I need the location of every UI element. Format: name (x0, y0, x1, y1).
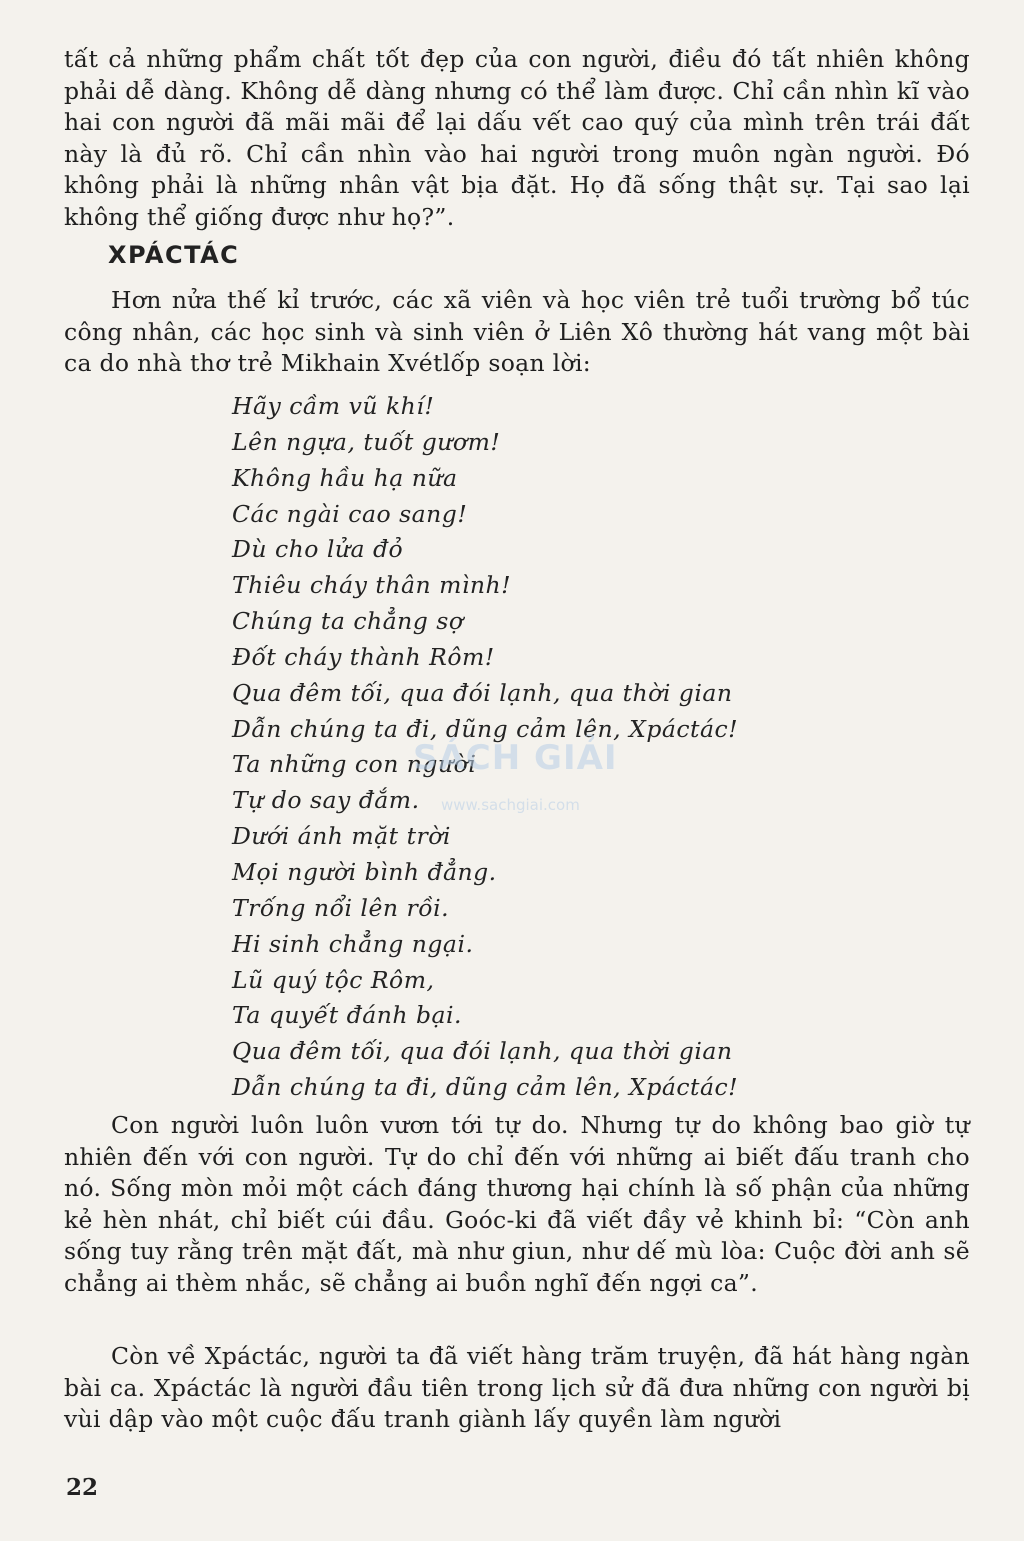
poem-line: Hi sinh chẳng ngại. (232, 929, 474, 958)
intro-paragraph: tất cả những phẩm chất tốt đẹp của con người, điều đó tất nhiên không phải dễ dàng. Không dễ dàng nhưng có thể làm được. Chỉ cần nhìn kĩ vào hai con người đã mãi mãi để lại dấu vết cao quý của mình trên trái đất này là đủ rõ. Chỉ cần nhìn vào hai người trong muôn ngàn người. Đó không phải là những nhân vật bịa đặt. Họ đã sống thật sự. Tại sao lại không thể giống được như họ?”. (64, 45, 970, 231)
poem-line: Thiêu cháy thân mình! (232, 571, 512, 600)
watermark-url: www.sachgiai.com (441, 796, 580, 814)
poem-line: Mọi người bình đẳng. (232, 857, 497, 886)
poem-line: Dưới ánh mặt trời (232, 822, 451, 851)
poem-line: Lũ quý tộc Rôm, (232, 965, 435, 994)
poem-line: Dẫn chúng ta đi, dũng cảm lên, Xpáctác! (232, 714, 739, 743)
poem-line: Đốt cháy thành Rôm! (232, 642, 495, 671)
poem-line: Trống nổi lên rồi. (232, 893, 450, 922)
poem (232, 389, 738, 1106)
watermark-logo: SÁCH GIẢI (413, 738, 618, 778)
section-heading: XPÁCTÁC (108, 241, 240, 269)
poem-line: Không hầu hạ nữa (232, 463, 458, 492)
paragraph-2: Con người luôn luôn vươn tới tự do. Nhưng tự do không bao giờ tự nhiên đến với con người. Tự do chỉ đến với những ai biết đấu tranh cho nó. Sống mòn mỏi một cách đáng thương hại chính là số phận của những kẻ hèn nhát, chỉ biết cúi đầu. Goóc-ki đã viết đầy vẻ khinh bỉ: “Còn anh sống tuy rằng trên mặt đất, mà như giun, như dế mù lòa: Cuộc đời anh sẽ chẳng ai thèm nhắc, sẽ chẳng ai buồn nghĩ đến ngợi ca”. (64, 1111, 970, 1297)
poem-line: Hãy cầm vũ khí! (232, 392, 435, 420)
paragraph-1: Hơn nửa thế kỉ trước, các xã viên và học viên trẻ tuổi trường bổ túc công nhân, các học sinh và sinh viên ở Liên Xô thường hát vang một bài ca do nhà thơ trẻ Mikhain Xvétlốp soạn lời: (64, 286, 970, 378)
poem-line: Ta quyết đánh bại. (232, 1001, 462, 1030)
poem-line: Tự do say đắm. (232, 786, 420, 815)
poem-line: Dẫn chúng ta đi, dũng cảm lên, Xpáctác! (232, 1073, 739, 1102)
poem-line: Ta những con người (232, 750, 477, 779)
poem-line: Qua đêm tối, qua đói lạnh, qua thời gian (232, 678, 733, 707)
poem-line: Dù cho lửa đỏ (232, 535, 404, 564)
page-number: 22 (66, 1474, 99, 1501)
poem-line: Qua đêm tối, qua đói lạnh, qua thời gian (232, 1037, 733, 1066)
poem-line: Lên ngựa, tuốt gươm! (232, 427, 501, 456)
paragraph-3: Còn về Xpáctác, người ta đã viết hàng trăm truyện, đã hát hàng ngàn bài ca. Xpáctác là người đầu tiên trong lịch sử đã đưa những con người bị vùi dập vào một cuộc đấu tranh giành lấy quyền làm người (64, 1342, 970, 1434)
poem-line: Chúng ta chẳng sợ (232, 607, 464, 636)
poem-line: Các ngài cao sang! (232, 499, 468, 528)
